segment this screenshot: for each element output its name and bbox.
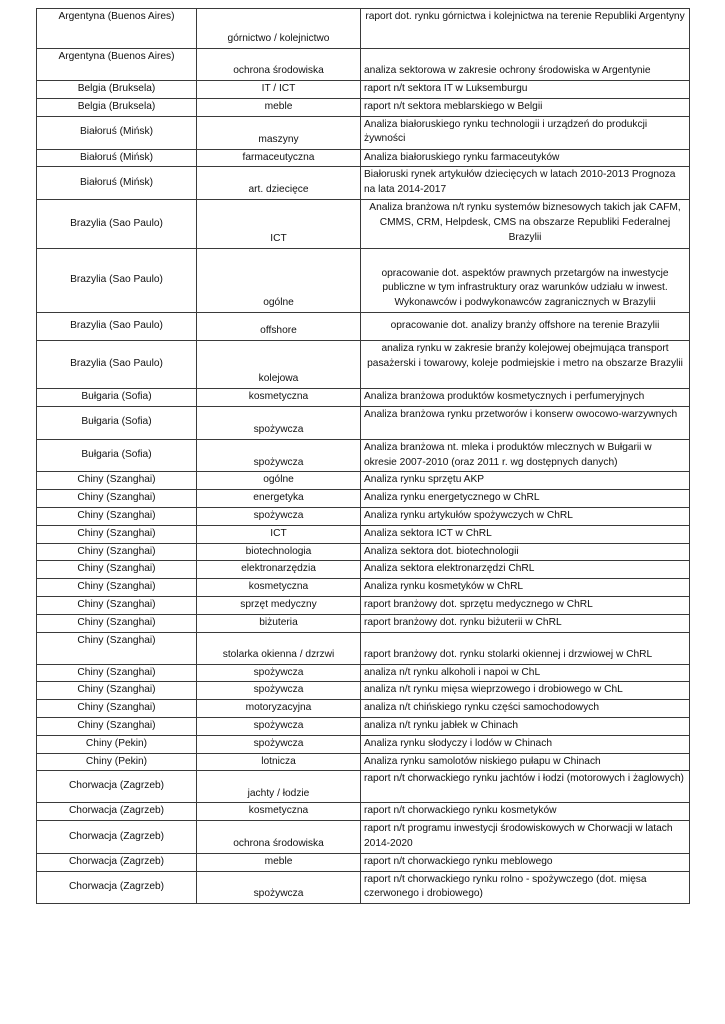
table-row — [37, 735, 690, 753]
country-cell: Bułgaria (Sofia) — [37, 388, 197, 406]
sector-cell: ochrona środowiska — [197, 49, 361, 81]
report-cell: raport n/t chorwackiego rynku rolno - spożywczego (dot. mięsa czerwonego i drobiowego) — [361, 871, 690, 904]
country-cell: Brazylia (Sao Paulo) — [37, 199, 197, 248]
table-row — [37, 98, 690, 116]
sector-cell: spożywcza — [197, 406, 361, 439]
country-cell: Chiny (Szanghai) — [37, 614, 197, 632]
report-cell: analiza n/t chińskiego rynku części samochodowych — [361, 700, 690, 718]
report-cell: Analiza rynku energetycznego w ChRL — [361, 490, 690, 508]
country-cell: Chiny (Szanghai) — [37, 596, 197, 614]
report-cell: raport n/t programu inwestycji środowiskowych w Chorwacji w latach 2014-2020 — [361, 821, 690, 854]
sector-cell: stolarka okienna / dzrzwi — [197, 632, 361, 664]
table-row — [37, 596, 690, 614]
country-cell: Chorwacja (Zagrzeb) — [37, 771, 197, 803]
report-cell: Analiza rynku kosmetyków w ChRL — [361, 579, 690, 597]
sector-cell: spożywcza — [197, 507, 361, 525]
country-cell: Chorwacja (Zagrzeb) — [37, 803, 197, 821]
sector-cell: ICT — [197, 199, 361, 248]
country-cell: Chiny (Szanghai) — [37, 717, 197, 735]
report-cell: Analiza rynku sprzętu AKP — [361, 472, 690, 490]
report-cell: raport n/t sektora meblarskiego w Belgii — [361, 98, 690, 116]
country-cell: Argentyna (Buenos Aires) — [37, 49, 197, 81]
report-cell: analiza n/t rynku alkoholi i napoi w ChL — [361, 664, 690, 682]
table-row — [37, 614, 690, 632]
sector-cell: spożywcza — [197, 735, 361, 753]
sector-cell: biżuteria — [197, 614, 361, 632]
sector-cell: kolejowa — [197, 340, 361, 388]
country-cell: Białoruś (Mińsk) — [37, 149, 197, 167]
sector-cell: biotechnologia — [197, 543, 361, 561]
report-cell: raport n/t chorwackiego rynku jachtów i łodzi (motorowych i żaglowych) — [361, 771, 690, 803]
report-cell: Analiza branżowa produktów kosmetycznych i perfumeryjnych — [361, 388, 690, 406]
country-cell: Chiny (Szanghai) — [37, 700, 197, 718]
sector-cell: kosmetyczna — [197, 803, 361, 821]
report-cell: raport dot. rynku górnictwa i kolejnictwa na terenie Republiki Argentyny — [361, 9, 690, 49]
country-cell: Chiny (Szanghai) — [37, 579, 197, 597]
sector-cell: ochrona środowiska — [197, 821, 361, 854]
report-cell: opracowanie dot. aspektów prawnych przetargów na inwestycje publiczne w tym infrastruktury oraz warunków udziału w inwest. Wykonawców i podwykonawców zagranicznych w Brazylii — [361, 248, 690, 312]
country-cell: Chiny (Szanghai) — [37, 632, 197, 664]
sector-cell: spożywcza — [197, 717, 361, 735]
table-row — [37, 167, 690, 200]
country-cell: Bułgaria (Sofia) — [37, 439, 197, 472]
sector-cell: maszyny — [197, 116, 361, 149]
table-row — [37, 753, 690, 771]
sector-cell: spożywcza — [197, 664, 361, 682]
sector-cell: kosmetyczna — [197, 388, 361, 406]
table-row — [37, 406, 690, 439]
table-row — [37, 803, 690, 821]
report-cell: analiza rynku w zakresie branży kolejowej obejmująca transport pasażerski i towarowy, koleje podmiejskie i metro na obszarze Brazylii — [361, 340, 690, 388]
country-cell: Białoruś (Mińsk) — [37, 167, 197, 200]
market-reports-table — [36, 8, 690, 904]
country-cell: Białoruś (Mińsk) — [37, 116, 197, 149]
country-cell: Argentyna (Buenos Aires) — [37, 9, 197, 49]
table-row — [37, 853, 690, 871]
report-cell: Analiza branżowa n/t rynku systemów biznesowych takich jak CAFM, CMMS, CRM, Helpdesk, CMS na obszarze Republiki Federalnej Brazylii — [361, 199, 690, 248]
report-cell: raport branżowy dot. rynku stolarki okiennej i drzwiowej w ChRL — [361, 632, 690, 664]
table-row — [37, 199, 690, 248]
sector-cell: art. dziecięce — [197, 167, 361, 200]
report-cell: raport branżowy dot. rynku biżuterii w ChRL — [361, 614, 690, 632]
table-row — [37, 248, 690, 312]
country-cell: Chiny (Szanghai) — [37, 543, 197, 561]
sector-cell: jachty / łodzie — [197, 771, 361, 803]
report-cell: raport n/t chorwackiego rynku kosmetyków — [361, 803, 690, 821]
report-cell: Analiza sektora ICT w ChRL — [361, 525, 690, 543]
sector-cell: meble — [197, 853, 361, 871]
sector-cell: sprzęt medyczny — [197, 596, 361, 614]
report-cell: raport branżowy dot. sprzętu medycznego w ChRL — [361, 596, 690, 614]
country-cell: Chiny (Szanghai) — [37, 682, 197, 700]
report-cell: Analiza sektora dot. biotechnologii — [361, 543, 690, 561]
table-row — [37, 543, 690, 561]
country-cell: Bułgaria (Sofia) — [37, 406, 197, 439]
sector-cell: spożywcza — [197, 682, 361, 700]
sector-cell: kosmetyczna — [197, 579, 361, 597]
sector-cell: motoryzacyjna — [197, 700, 361, 718]
country-cell: Chiny (Szanghai) — [37, 507, 197, 525]
table-row — [37, 49, 690, 81]
report-cell: Analiza sektora elektronarzędzi ChRL — [361, 561, 690, 579]
table-row — [37, 149, 690, 167]
report-cell: Analiza białoruskiego rynku technologii i urządzeń do produkcji żywności — [361, 116, 690, 149]
sector-cell: górnictwo / kolejnictwo — [197, 9, 361, 49]
table-row — [37, 871, 690, 904]
table-row — [37, 664, 690, 682]
table-row — [37, 9, 690, 49]
sector-cell: spożywcza — [197, 439, 361, 472]
country-cell: Chorwacja (Zagrzeb) — [37, 853, 197, 871]
country-cell: Brazylia (Sao Paulo) — [37, 312, 197, 340]
report-cell: Analiza rynku słodyczy i lodów w Chinach — [361, 735, 690, 753]
report-cell: raport n/t chorwackiego rynku meblowego — [361, 853, 690, 871]
table-row — [37, 312, 690, 340]
report-cell: Białoruski rynek artykułów dziecięcych w latach 2010-2013 Prognoza na lata 2014-2017 — [361, 167, 690, 200]
table-row — [37, 116, 690, 149]
table-row — [37, 771, 690, 803]
sector-cell: ogólne — [197, 472, 361, 490]
country-cell: Chiny (Szanghai) — [37, 525, 197, 543]
sector-cell: farmaceutyczna — [197, 149, 361, 167]
sector-cell: ogólne — [197, 248, 361, 312]
country-cell: Brazylia (Sao Paulo) — [37, 340, 197, 388]
report-cell: analiza sektorowa w zakresie ochrony środowiska w Argentynie — [361, 49, 690, 81]
report-cell: opracowanie dot. analizy branży offshore na terenie Brazylii — [361, 312, 690, 340]
table-row — [37, 700, 690, 718]
sector-cell: offshore — [197, 312, 361, 340]
country-cell: Chiny (Szanghai) — [37, 664, 197, 682]
sector-cell: elektronarzędzia — [197, 561, 361, 579]
table-row — [37, 439, 690, 472]
country-cell: Chiny (Szanghai) — [37, 472, 197, 490]
country-cell: Chiny (Szanghai) — [37, 561, 197, 579]
country-cell: Chorwacja (Zagrzeb) — [37, 821, 197, 854]
table-row — [37, 388, 690, 406]
sector-cell: spożywcza — [197, 871, 361, 904]
table-row — [37, 717, 690, 735]
table-row — [37, 561, 690, 579]
country-cell: Chorwacja (Zagrzeb) — [37, 871, 197, 904]
sector-cell: lotnicza — [197, 753, 361, 771]
report-cell: analiza n/t rynku mięsa wieprzowego i drobiowego w ChL — [361, 682, 690, 700]
table-row — [37, 632, 690, 664]
country-cell: Brazylia (Sao Paulo) — [37, 248, 197, 312]
table-row — [37, 579, 690, 597]
report-cell: Analiza białoruskiego rynku farmaceutyków — [361, 149, 690, 167]
report-cell: Analiza rynku artykułów spożywczych w ChRL — [361, 507, 690, 525]
country-cell: Belgia (Bruksela) — [37, 98, 197, 116]
report-cell: Analiza rynku samolotów niskiego pułapu w Chinach — [361, 753, 690, 771]
country-cell: Belgia (Bruksela) — [37, 81, 197, 99]
table-row — [37, 507, 690, 525]
report-cell: Analiza branżowa nt. mleka i produktów mlecznych w Bułgarii w okresie 2007-2010 (oraz 2011 r. wg dostępnych danych) — [361, 439, 690, 472]
table-row — [37, 821, 690, 854]
table-row — [37, 682, 690, 700]
country-cell: Chiny (Szanghai) — [37, 490, 197, 508]
sector-cell: IT / ICT — [197, 81, 361, 99]
sector-cell: ICT — [197, 525, 361, 543]
report-cell: Analiza branżowa rynku przetworów i konserw owocowo-warzywnych — [361, 406, 690, 439]
country-cell: Chiny (Pekin) — [37, 735, 197, 753]
country-cell: Chiny (Pekin) — [37, 753, 197, 771]
sector-cell: energetyka — [197, 490, 361, 508]
table-body — [37, 9, 690, 904]
table-row — [37, 490, 690, 508]
report-cell: raport n/t sektora IT w Luksemburgu — [361, 81, 690, 99]
sector-cell: meble — [197, 98, 361, 116]
table-row — [37, 472, 690, 490]
table-row — [37, 81, 690, 99]
table-row — [37, 340, 690, 388]
report-cell: analiza n/t rynku jabłek w Chinach — [361, 717, 690, 735]
table-row — [37, 525, 690, 543]
